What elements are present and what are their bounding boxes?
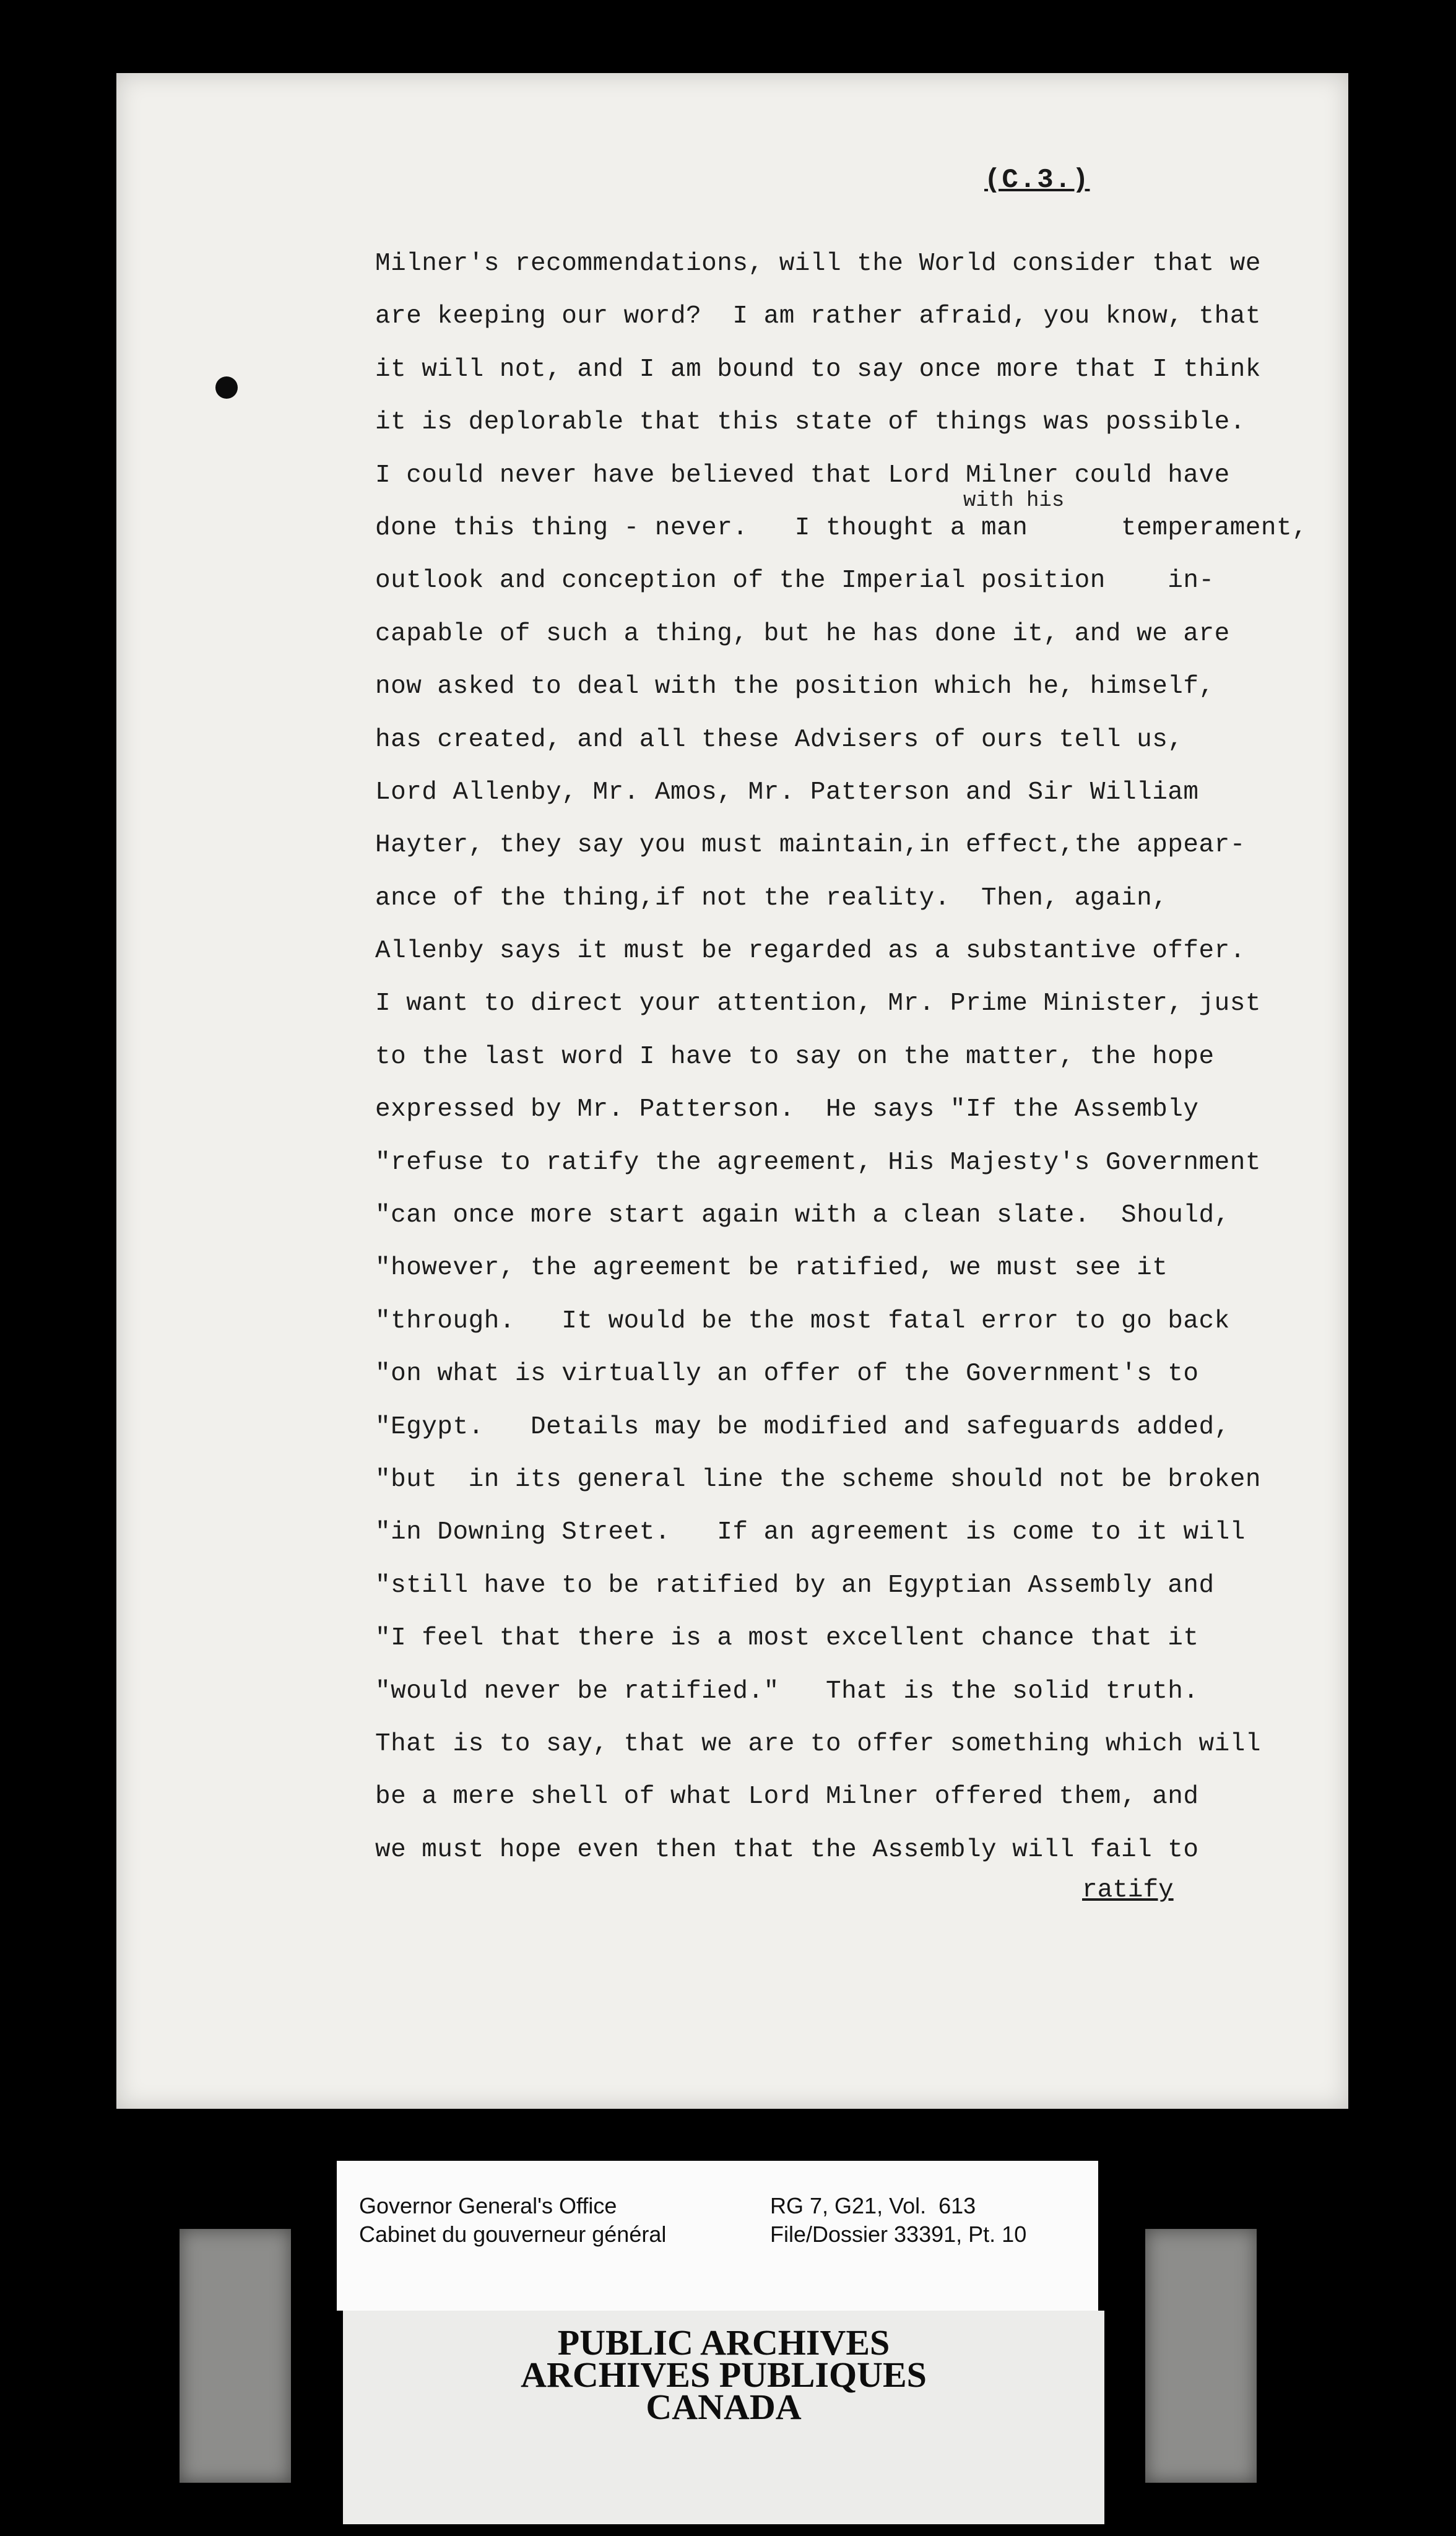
text-line: "would never be ratified." That is the solid truth. <box>375 1677 1199 1706</box>
handwritten-insertion: with his <box>963 489 1065 513</box>
stamp-line-country: CANADA <box>646 2387 802 2427</box>
text-line: are keeping our word? I am rather afraid, you know, that <box>375 302 1261 331</box>
file-number: File/Dossier 33391, Pt. 10 <box>770 2221 1027 2247</box>
text-line: to the last word I have to say on the matter, the hope <box>375 1042 1215 1071</box>
text-line: Lord Allenby, Mr. Amos, Mr. Patterson and Sir William <box>375 778 1199 807</box>
text-line: capable of such a thing, but he has done it, and we are <box>375 619 1230 648</box>
text-line: "however, the agreement be ratified, we must see it <box>375 1254 1168 1283</box>
archive-reference-label <box>337 2161 1098 2311</box>
text-line: I could never have believed that Lord Milner could have <box>375 461 1230 490</box>
text-line: "I feel that there is a most excellent chance that it <box>375 1624 1199 1653</box>
film-holder-right <box>1145 2229 1257 2483</box>
text-line: "refuse to ratify the agreement, His Majesty's Government <box>375 1148 1261 1177</box>
text-line: "through. It would be the most fatal error to go back <box>375 1306 1230 1335</box>
text-line: expressed by Mr. Patterson. He says "If the Assembly <box>375 1095 1199 1124</box>
text-line: "still have to be ratified by an Egyptian Assembly and <box>375 1571 1215 1600</box>
text-line: we must hope even then that the Assembly will fail to <box>375 1835 1199 1864</box>
text-line: ance of the thing,if not the reality. Then, again, <box>375 884 1168 913</box>
text-line: I want to direct your attention, Mr. Prime Minister, just <box>375 989 1261 1018</box>
text-line: Allenby says it must be regarded as a substantive offer. <box>375 937 1246 966</box>
text-line: Milner's recommendations, will the World consider that we <box>375 250 1261 278</box>
text-line: "can once more start again with a clean slate. Should, <box>375 1201 1230 1230</box>
text-line: Hayter, they say you must maintain,in effect,the appear- <box>375 831 1246 860</box>
page-reference: (C.3.) <box>984 165 1090 196</box>
text-line: it will not, and I am bound to say once more that I think <box>375 355 1261 384</box>
record-group: RG 7, G21, Vol. 613 <box>770 2193 976 2218</box>
text-line: "Egypt. Details may be modified and safeguards added, <box>375 1412 1230 1441</box>
archives-stamp <box>343 2311 1104 2524</box>
file-reference <box>770 2192 1026 2249</box>
text-line: has created, and all these Advisers of ours tell us, <box>375 725 1184 754</box>
film-holder-left <box>180 2229 291 2483</box>
office-name-fr: Cabinet du gouverneur général <box>359 2221 667 2247</box>
text-line: "on what is virtually an offer of the Government's to <box>375 1360 1199 1389</box>
office-name <box>359 2192 666 2249</box>
text-line: "but in its general line the scheme should not be broken <box>375 1465 1261 1494</box>
office-name-en: Governor General's Office <box>359 2193 617 2218</box>
hole-punch-mark <box>215 376 238 399</box>
stamp-line-fr: ARCHIVES PUBLIQUES <box>521 2355 927 2395</box>
text-line: That is to say, that we are to offer something which will <box>375 1729 1261 1758</box>
text-line: now asked to deal with the position which he, himself, <box>375 672 1215 701</box>
text-line: done this thing - never. I thought a man temperament, <box>375 513 1308 542</box>
stamp-line-en: PUBLIC ARCHIVES <box>557 2322 890 2363</box>
text-line: be a mere shell of what Lord Milner offered them, and <box>375 1783 1199 1812</box>
typewritten-body <box>375 238 1316 1877</box>
text-line: "in Downing Street. If an agreement is come to it will <box>375 1518 1246 1547</box>
text-line: outlook and conception of the Imperial position in- <box>375 567 1215 596</box>
continuation-word: ratify <box>1082 1876 1174 1904</box>
text-line: it is deplorable that this state of things was possible. <box>375 408 1246 437</box>
